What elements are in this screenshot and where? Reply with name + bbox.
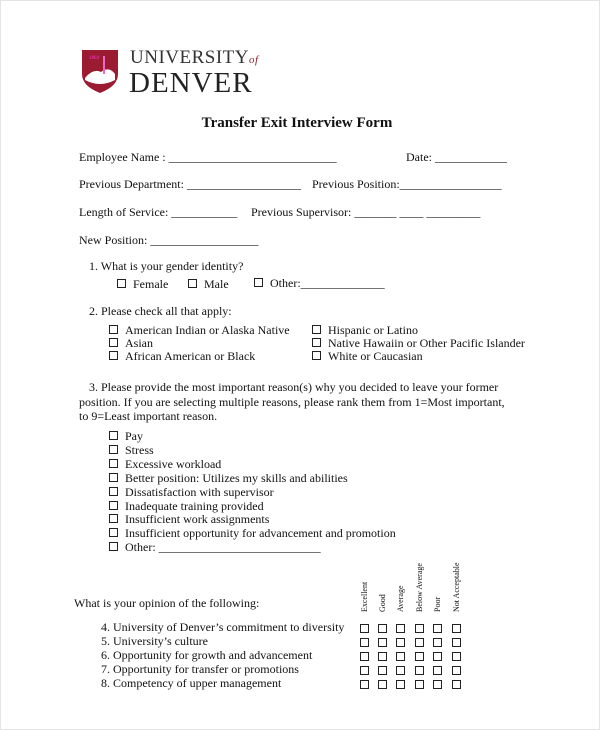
- rating-checkbox[interactable]: [396, 680, 405, 689]
- university-shield-logo: [81, 48, 119, 94]
- q3-line-2: position. If you are selecting multiple reasons, please rank them from 1=Most important,: [79, 395, 505, 409]
- opinion-item-label: 8. Competency of upper management: [101, 675, 282, 690]
- checkbox[interactable]: [109, 528, 118, 537]
- checkbox[interactable]: [109, 487, 118, 496]
- previous-department-field[interactable]: Previous Department: ___________________: [79, 177, 301, 191]
- scale-header: Excellent: [360, 581, 369, 612]
- rating-checkbox[interactable]: [415, 624, 424, 633]
- option-asian[interactable]: Asian: [109, 337, 153, 350]
- rating-checkbox[interactable]: [360, 638, 369, 647]
- reason-option[interactable]: Dissatisfaction with supervisor: [109, 486, 274, 499]
- reason-option[interactable]: Other: ___________________________: [109, 541, 321, 554]
- rating-checkbox[interactable]: [378, 624, 387, 633]
- checkbox[interactable]: [312, 325, 321, 334]
- checkbox[interactable]: [109, 459, 118, 468]
- rating-checkbox[interactable]: [452, 680, 461, 689]
- checkbox[interactable]: [254, 278, 263, 287]
- logo-text-denver: DENVER: [129, 67, 253, 99]
- checkbox[interactable]: [109, 542, 118, 551]
- rating-checkbox[interactable]: [415, 666, 424, 675]
- opinion-prompt: What is your opinion of the following:: [74, 596, 260, 610]
- previous-supervisor-field[interactable]: Previous Supervisor: _______ ____ _________: [251, 205, 481, 219]
- rating-checkbox[interactable]: [415, 638, 424, 647]
- rating-checkbox[interactable]: [360, 624, 369, 633]
- q1-text: 1. What is your gender identity?: [89, 259, 244, 273]
- option-hispanic[interactable]: Hispanic or Latino: [312, 324, 418, 337]
- rating-checkbox[interactable]: [452, 652, 461, 661]
- svg-text:1864: 1864: [89, 56, 99, 61]
- form-title: Transfer Exit Interview Form: [201, 115, 393, 131]
- reason-option[interactable]: Better position: Utilizes my skills and abilities: [109, 472, 348, 485]
- checkbox[interactable]: [109, 325, 118, 334]
- rating-checkbox[interactable]: [415, 652, 424, 661]
- rating-checkbox[interactable]: [452, 666, 461, 675]
- checkbox[interactable]: [109, 338, 118, 347]
- q3-line-3: to 9=Least important reason.: [79, 409, 218, 423]
- reason-option[interactable]: Inadequate training provided: [109, 500, 264, 513]
- rating-checkbox[interactable]: [452, 638, 461, 647]
- logo-text-university: UNIVERSITYof: [130, 47, 259, 68]
- rating-checkbox[interactable]: [433, 624, 442, 633]
- employee-name-field[interactable]: Employee Name : ____________________________: [79, 150, 337, 164]
- option-american-indian[interactable]: American Indian or Alaska Native: [109, 324, 290, 337]
- checkbox[interactable]: [109, 351, 118, 360]
- new-position-field[interactable]: New Position: __________________: [79, 233, 259, 247]
- previous-position-field[interactable]: Previous Position:_________________: [312, 177, 502, 191]
- checkbox[interactable]: [109, 431, 118, 440]
- q3-line-1: 3. Please provide the most important reason(s) why you decided to leave your former: [89, 380, 499, 394]
- rating-checkbox[interactable]: [378, 666, 387, 675]
- rating-checkbox[interactable]: [378, 652, 387, 661]
- scale-header: Poor: [433, 596, 442, 612]
- checkbox[interactable]: [188, 279, 197, 288]
- rating-checkbox[interactable]: [433, 638, 442, 647]
- rating-checkbox[interactable]: [396, 638, 405, 647]
- checkbox[interactable]: [109, 473, 118, 482]
- rating-checkbox[interactable]: [378, 680, 387, 689]
- scale-header: Good: [378, 594, 387, 612]
- rating-checkbox[interactable]: [433, 666, 442, 675]
- opinion-item-label: 7. Opportunity for transfer or promotions: [101, 661, 299, 676]
- opinion-item-label: 5. University’s culture: [101, 633, 208, 648]
- opinion-item-label: 6. Opportunity for growth and advancement: [101, 647, 313, 662]
- rating-checkbox[interactable]: [378, 638, 387, 647]
- checkbox[interactable]: [117, 279, 126, 288]
- rating-checkbox[interactable]: [360, 652, 369, 661]
- option-other[interactable]: Other:______________: [254, 277, 385, 290]
- scale-header: Not Acceptable: [452, 562, 461, 612]
- reason-option[interactable]: Pay: [109, 430, 143, 443]
- reason-option[interactable]: Excessive workload: [109, 458, 221, 471]
- option-male[interactable]: Male: [188, 278, 229, 291]
- option-female[interactable]: Female: [117, 278, 168, 291]
- rating-checkbox[interactable]: [433, 652, 442, 661]
- reason-option[interactable]: Stress: [109, 444, 154, 457]
- length-of-service-field[interactable]: Length of Service: ___________: [79, 205, 238, 219]
- date-field[interactable]: Date: ____________: [406, 150, 507, 164]
- rating-checkbox[interactable]: [396, 652, 405, 661]
- q2-text: 2. Please check all that apply:: [89, 304, 232, 318]
- checkbox[interactable]: [109, 514, 118, 523]
- option-african-american[interactable]: African American or Black: [109, 350, 255, 363]
- reason-option[interactable]: Insufficient work assignments: [109, 513, 269, 526]
- rating-checkbox[interactable]: [415, 680, 424, 689]
- rating-checkbox[interactable]: [396, 624, 405, 633]
- option-native-hawaiian[interactable]: Native Hawaiin or Other Pacific Islander: [312, 337, 525, 350]
- checkbox[interactable]: [109, 501, 118, 510]
- rating-checkbox[interactable]: [452, 624, 461, 633]
- rating-checkbox[interactable]: [360, 666, 369, 675]
- checkbox[interactable]: [312, 338, 321, 347]
- checkbox[interactable]: [312, 351, 321, 360]
- checkbox[interactable]: [109, 445, 118, 454]
- opinion-item-label: 4. University of Denver’s commitment to diversity: [101, 620, 345, 634]
- scale-header: Average: [396, 585, 405, 612]
- scale-header: Below Average: [415, 563, 424, 612]
- rating-checkbox[interactable]: [396, 666, 405, 675]
- rating-checkbox[interactable]: [433, 680, 442, 689]
- option-white[interactable]: White or Caucasian: [312, 350, 423, 363]
- rating-checkbox[interactable]: [360, 680, 369, 689]
- reason-option[interactable]: Insufficient opportunity for advancement and promotion: [109, 527, 396, 540]
